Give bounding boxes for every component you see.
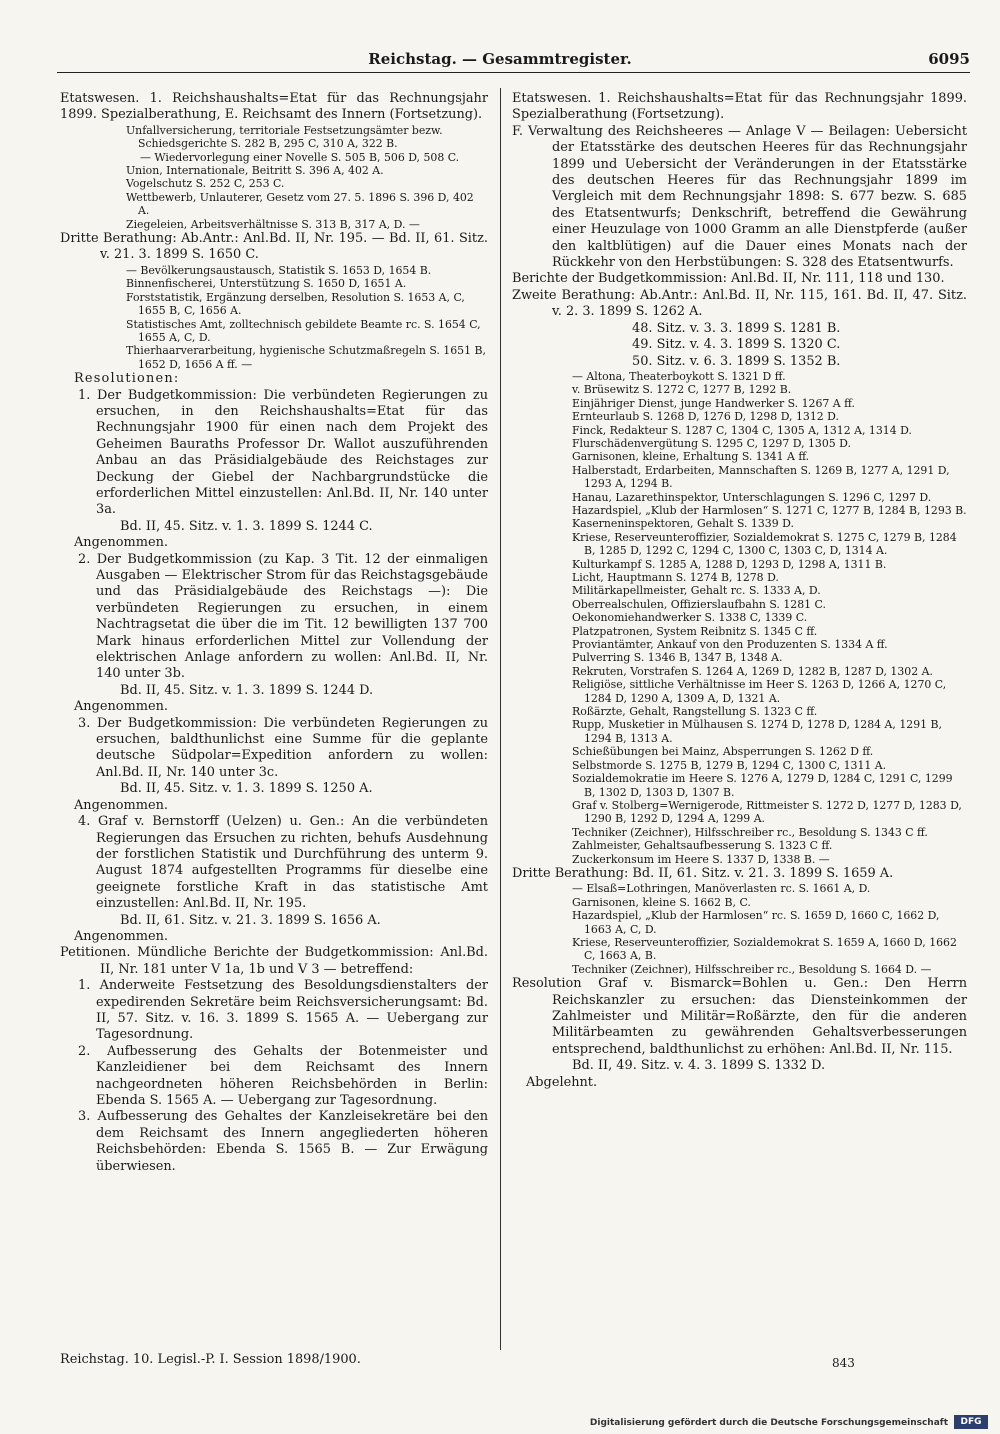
- index-entry: Selbstmorde S. 1275 B, 1279 B, 1294 C, 1300 C, 1311 A.: [572, 758, 887, 772]
- index-entry: Etatswesen. 1. Reichshaushalts=Etat für das Rechnungsjahr 1899. Spezialberathung, E. Reichsamt des Innern (Fortsetzung).: [60, 91, 488, 123]
- index-entry: Zweite Berathung: Ab.Antr.: Anl.Bd. II, Nr. 115, 161. Bd. II, 47. Sitz. v. 2. 3. 1899 S. 1262 A.: [512, 287, 967, 320]
- index-entry: Flurschädenvergütung S. 1295 C, 1297 D, 1305 D.: [572, 436, 851, 450]
- index-entry: Roßärzte, Gehalt, Rangstellung S. 1323 C ff.: [572, 705, 818, 719]
- index-entry: Dritte Berathung: Bd. II, 61. Sitz. v. 21. 3. 1899 S. 1659 A.: [512, 865, 894, 881]
- index-entry: Oekonomiehandwerker S. 1338 C, 1339 C.: [572, 611, 808, 625]
- index-entry: Berichte der Budgetkommission: Anl.Bd. II, Nr. 111, 118 und 130.: [512, 271, 945, 287]
- index-entry: Religiöse, sittliche Verhältnisse im Heer S. 1263 D, 1266 A, 1270 C, 1284 D, 1290 A, 1309 A, D, 1321 A.: [572, 678, 947, 705]
- page-header-title: Reichstag. — Gesammtregister.: [368, 50, 632, 68]
- index-entry: Ernteurlaub S. 1268 D, 1276 D, 1298 D, 1312 D.: [572, 410, 839, 424]
- index-entry: Angenommen.: [74, 699, 169, 715]
- index-entry: Resolutionen:: [74, 371, 180, 387]
- index-entry: 1. Anderweite Festsetzung des Besoldungsdienstalters der expedirenden Sekretäre beim Reichsversicherungsamt: Bd. II, 57. Sitz. v. 16. 3. 1899 S. 1565 A. — Uebergang zur Tagesordnung.: [78, 978, 488, 1043]
- column-divider: [500, 88, 501, 1350]
- header-rule: [57, 72, 970, 73]
- index-entry: 49. Sitz. v. 4. 3. 1899 S. 1320 C.: [632, 337, 841, 353]
- index-entry: 3. Aufbesserung des Gehaltes der Kanzleisekretäre bei den dem Reichsamt des Innern angegliederten höheren Reichsbehörden: Ebenda S. 1565 B. — Zur Erwägung überwiesen.: [78, 1109, 488, 1174]
- index-entry: — Bevölkerungsaustausch, Statistik S. 1653 D, 1654 B.: [126, 263, 432, 277]
- dfg-logo: DFG: [954, 1415, 988, 1429]
- index-entry: Kriese, Reserveunteroffizier, Sozialdemokrat S. 1275 C, 1279 B, 1284 B, 1285 D, 1292 C, 1294 C, 1300 C, 1303 C, D, 1314 A.: [572, 530, 957, 558]
- index-entry: Finck, Redakteur S. 1287 C, 1304 C, 1305 A, 1312 A, 1314 D.: [572, 423, 912, 437]
- index-entry: Oberrealschulen, Offizierslaufbahn S. 1281 C.: [572, 597, 826, 611]
- index-entry: Graf v. Stolberg=Wernigerode, Rittmeister S. 1272 D, 1277 D, 1283 D, 1290 B, 1292 D, 1294 A, 1299 A.: [572, 798, 962, 826]
- index-entry: Einjähriger Dienst, junge Handwerker S. 1267 A ff.: [572, 396, 855, 410]
- index-entry: 50. Sitz. v. 6. 3. 1899 S. 1352 B.: [632, 353, 841, 369]
- index-entry: Union, Internationale, Beitritt S. 396 A, 402 A.: [126, 164, 384, 178]
- index-entry: Dritte Berathung: Ab.Antr.: Anl.Bd. II, Nr. 195. — Bd. II, 61. Sitz. v. 21. 3. 1899 S. 1650 C.: [60, 231, 488, 263]
- index-entry: Petitionen. Mündliche Berichte der Budgetkommission: Anl.Bd. II, Nr. 181 unter V 1a, 1b und V 3 — betreffend:: [60, 945, 488, 977]
- index-entry: Angenommen.: [74, 797, 169, 813]
- left-column: [60, 91, 488, 1346]
- index-entry: 2. Der Budgetkommission (zu Kap. 3 Tit. 12 der einmaligen Ausgaben — Elektrischer Strom für das Reichstagsgebäude und das Präsidialgebäude des Reichstags —): Die verbündeten Regierungen zu ersuchen, in einem Nachtragsetat die über die im Tit. 12 bewilligten 137 700 Mark hinaus erforderlichen Mittel zur Vollendung der elektrischen Anlage anfordern zu wollen: Anl.Bd. II, Nr. 140 unter 3b.: [78, 551, 488, 682]
- index-entry: Rupp, Musketier in Mülhausen S. 1274 D, 1278 D, 1284 A, 1291 B, 1294 B, 1313 A.: [572, 718, 942, 745]
- index-entry: Angenommen.: [74, 535, 169, 551]
- index-entry: Licht, Hauptmann S. 1274 B, 1278 D.: [572, 571, 779, 584]
- index-entry: Binnenfischerei, Unterstützung S. 1650 D, 1651 A.: [126, 277, 407, 291]
- index-entry: Thierhaarverarbeitung, hygienische Schutzmaßregeln S. 1651 B, 1652 D, 1656 A ff. —: [126, 344, 486, 371]
- index-entry: Bd. II, 61. Sitz. v. 21. 3. 1899 S. 1656 A.: [120, 912, 381, 928]
- footer-page-number: 843: [832, 1356, 855, 1370]
- index-entry: Wettbewerb, Unlauterer, Gesetz vom 27. 5. 1896 S. 396 D, 402 A.: [126, 190, 474, 218]
- index-entry: Forststatistik, Ergänzung derselben, Resolution S. 1653 A, C, 1655 B, C, 1656 A.: [126, 290, 465, 318]
- index-entry: Bd. II, 45. Sitz. v. 1. 3. 1899 S. 1244 C.: [120, 518, 373, 534]
- index-entry: Rekruten, Vorstrafen S. 1264 A, 1269 D, 1282 B, 1287 D, 1302 A.: [572, 664, 933, 678]
- index-entry: Etatswesen. 1. Reichshaushalts=Etat für das Rechnungsjahr 1899. Spezialberathung (Fortsetzung).: [512, 91, 967, 123]
- index-entry: Militärkapellmeister, Gehalt rc. S. 1333 A, D.: [572, 584, 821, 598]
- index-entry: Kriese, Reserveunteroffizier, Sozialdemokrat S. 1659 A, 1660 D, 1662 C, 1663 A, B.: [572, 935, 957, 963]
- index-entry: Techniker (Zeichner), Hilfsschreiber rc., Besoldung S. 1664 D. —: [572, 962, 932, 976]
- index-entry: Kaserneninspektoren, Gehalt S. 1339 D.: [572, 517, 794, 531]
- index-entry: Hazardspiel, „Klub der Harmlosen“ rc. S. 1659 D, 1660 C, 1662 D, 1663 A, C, D.: [572, 909, 940, 936]
- index-entry: Zahlmeister, Gehaltsaufbesserung S. 1323 C ff.: [572, 839, 833, 853]
- footer-session: Reichstag. 10. Legisl.-P. I. Session 1898/1900.: [60, 1352, 361, 1367]
- index-entry: Techniker (Zeichner), Hilfsschreiber rc., Besoldung S. 1343 C ff.: [572, 825, 928, 839]
- index-entry: 2. Aufbesserung des Gehalts der Botenmeister und Kanzleidiener bei dem Reichsamt des Innern nachgeordneten höheren Reichsbehörden in Berlin: Ebenda S. 1565 A. — Uebergang zur Tagesordnung.: [78, 1043, 488, 1108]
- index-entry: Resolution Graf v. Bismarck=Bohlen u. Gen.: Den Herrn Reichskanzler zu ersuchen: das Diensteinkommen der Zahlmeister und Militär=Roßärzte, den für die anderen Militärbeamten zu gewährenden Gehaltsverbesserungen entsprechend, baldthunlichst zu erhöhen: Anl.Bd. II, Nr. 115.: [512, 976, 967, 1057]
- index-entry: v. Brüsewitz S. 1272 C, 1277 B, 1292 B.: [572, 383, 792, 397]
- dfg-funding-note: Digitalisierung gefördert durch die Deutsche Forschungsgemeinschaft: [589, 1418, 948, 1428]
- index-entry: F. Verwaltung des Reichsheeres — Anlage V — Beilagen: Uebersicht der Etatsstärke des deutschen Heeres für das Rechnungsjahr 1899 und Uebersicht der Veränderungen in der Etatsstärke des deutschen Heeres für das Rechnungsjahr 1899 im Vergleich mit dem Rechnungsjahr 1898: S. 677 bezw. S. 685 des Etatsentwurfs; Denkschrift, betreffend die Gewährung einer Heuzulage von 1000 Gramm an alle Dienstpferde (außer den kaltblütigen) auf die Dauer eines Monats nach der Rückkehr von den Herbstübungen: S. 328 des Etatsentwurfs.: [512, 123, 967, 271]
- index-entry: Vogelschutz S. 252 C, 253 C.: [126, 177, 285, 191]
- index-entry: Garnisonen, kleine, Erhaltung S. 1341 A ff.: [572, 450, 810, 464]
- index-entry: Proviantämter, Ankauf von den Produzenten S. 1334 A ff.: [572, 638, 888, 652]
- page-number: 6095: [928, 50, 970, 68]
- index-entry: Platzpatronen, System Reibnitz S. 1345 C ff.: [572, 624, 818, 638]
- index-entry: Sozialdemokratie im Heere S. 1276 A, 1279 D, 1284 C, 1291 C, 1299 B, 1302 D, 1303 D, 1307 B.: [572, 772, 953, 799]
- index-entry: Garnisonen, kleine S. 1662 B, C.: [572, 895, 751, 909]
- index-entry: — Altona, Theaterboykott S. 1321 D ff.: [572, 369, 786, 383]
- index-entry: Bd. II, 45. Sitz. v. 1. 3. 1899 S. 1244 D.: [120, 682, 374, 698]
- index-entry: — Wiedervorlegung einer Novelle S. 505 B, 506 D, 508 C.: [140, 150, 460, 164]
- index-entry: Pulverring S. 1346 B, 1347 B, 1348 A.: [572, 651, 783, 665]
- index-entry: Statistisches Amt, zolltechnisch gebildete Beamte rc. S. 1654 C, 1655 A, C, D.: [126, 317, 481, 344]
- index-entry: Bd. II, 49. Sitz. v. 4. 3. 1899 S. 1332 D.: [572, 1058, 826, 1074]
- index-entry: Zuckerkonsum im Heere S. 1337 D, 1338 B. —: [572, 852, 830, 866]
- right-column: [512, 91, 967, 1347]
- index-entry: Hanau, Lazarethinspektor, Unterschlagungen S. 1296 C, 1297 D.: [572, 490, 932, 504]
- index-entry: Angenommen.: [74, 928, 169, 944]
- index-entry: Kulturkampf S. 1285 A, 1288 D, 1293 D, 1298 A, 1311 B.: [572, 557, 887, 571]
- index-entry: Hazardspiel, „Klub der Harmlosen“ S. 1271 C, 1277 B, 1284 B, 1293 B.: [572, 503, 967, 517]
- index-entry: 1. Der Budgetkommission: Die verbündeten Regierungen zu ersuchen, in den Reichshaushalts=Etat für das Rechnungsjahr 1900 für einen nach dem Projekt des Geheimen Bauraths Professor Dr. Wallot auszuführenden Anbau an das Präsidialgebäude des Reichstages zur Deckung der Giebel der Nachbargrundstücke die erforderlichen Mittel einzustellen: Anl.Bd. II, Nr. 140 unter 3a.: [78, 387, 488, 518]
- index-entry: — Elsaß=Lothringen, Manöverlasten rc. S. 1661 A, D.: [572, 882, 871, 896]
- index-entry: Ziegeleien, Arbeitsverhältnisse S. 313 B, 317 A, D. —: [126, 217, 420, 231]
- index-entry: Halberstadt, Erdarbeiten, Mannschaften S. 1269 B, 1277 A, 1291 D, 1293 A, 1294 B.: [572, 463, 950, 491]
- index-entry: 48. Sitz. v. 3. 3. 1899 S. 1281 B.: [632, 320, 841, 336]
- index-entry: Abgelehnt.: [526, 1074, 598, 1090]
- index-entry: Unfallversicherung, territoriale Festsetzungsämter bezw. Schiedsgerichte S. 282 B, 295 C, 310 A, 322 B.: [126, 123, 443, 151]
- index-entry: Schießübungen bei Mainz, Absperrungen S. 1262 D ff.: [572, 745, 874, 759]
- index-entry: Bd. II, 45. Sitz. v. 1. 3. 1899 S. 1250 A.: [120, 781, 373, 797]
- index-entry: 3. Der Budgetkommission: Die verbündeten Regierungen zu ersuchen, baldthunlichst eine Summe für die geplante deutsche Südpolar=Expedition anfordern zu wollen: Anl.Bd. II, Nr. 140 unter 3c.: [78, 715, 488, 780]
- index-entry: 4. Graf v. Bernstorff (Uelzen) u. Gen.: An die verbündeten Regierungen das Ersuchen zu richten, behufs Ausdehnung der forstlichen Statistik und Durchführung des unterm 9. August 1874 aufgestellten Programms für dieselbe eine geeignete forstliche Kraft in das statistische Amt einzustellen: Anl.Bd. II, Nr. 195.: [78, 814, 488, 912]
